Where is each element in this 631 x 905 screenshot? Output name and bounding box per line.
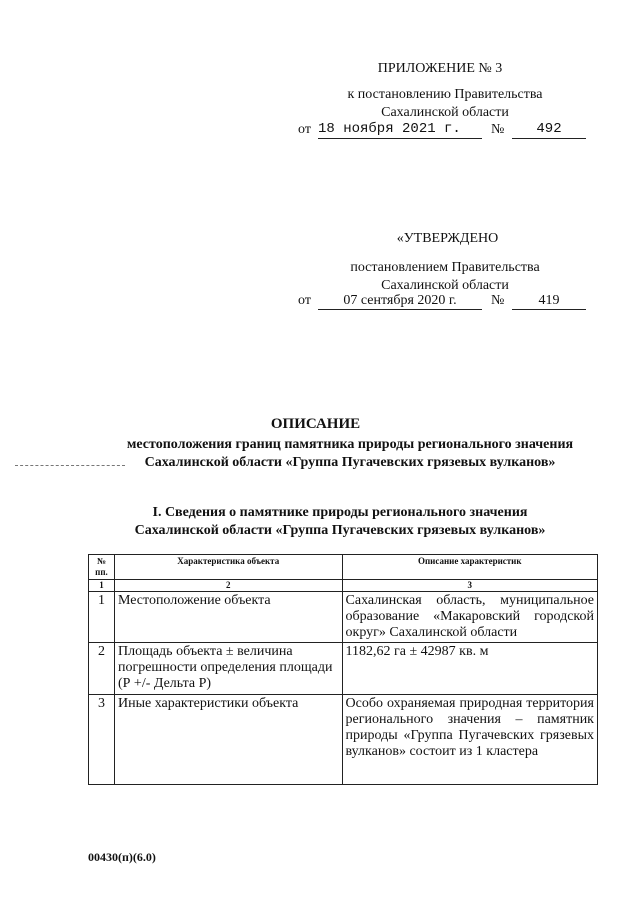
appendix-date-prefix: от <box>298 122 311 137</box>
description-title: ОПИСАНИЕ <box>270 416 361 432</box>
description-line-1: местоположения границ памятника природы регионального значения <box>126 437 574 452</box>
appendix-region-line: Сахалинской области <box>381 105 509 120</box>
row-characteristic: Местоположение объекта <box>114 592 342 643</box>
row-characteristic: Площадь объекта ± величина погрешности определения площади (Р +/- Дельта Р) <box>114 643 342 695</box>
approved-number-prefix: № <box>491 293 505 308</box>
section-heading-line-2: Сахалинской области «Группа Пугачевских грязевых вулканов» <box>134 523 546 538</box>
row-description: 1182,62 га ± 42987 кв. м <box>342 643 597 695</box>
table-row <box>89 695 598 785</box>
table-index-row <box>89 580 598 592</box>
appendix-date-number-line <box>298 121 588 139</box>
row-description: Сахалинская область, муниципальное образование «Макаровский городской округ» Сахалинской области <box>342 592 597 643</box>
table-row <box>89 643 598 695</box>
index-cell: 1 <box>89 580 115 592</box>
approved-date-number-line <box>298 292 588 310</box>
row-description: Особо охраняемая природная территория регионального значения – памятник природы «Группа Пугачевских грязевых вулканов» состоит из 1 кластера <box>342 695 597 785</box>
appendix-title: ПРИЛОЖЕНИЕ № 3 <box>377 61 503 76</box>
footer-document-code: 00430(п)(6.0) <box>88 850 156 864</box>
header-description: Описание характеристик <box>342 555 597 580</box>
index-cell: 2 <box>114 580 342 592</box>
approved-number: 419 <box>512 292 586 310</box>
characteristics-table <box>88 554 598 785</box>
index-cell: 3 <box>342 580 597 592</box>
row-number: 1 <box>89 592 115 643</box>
header-number: № пп. <box>89 555 115 580</box>
section-heading-line-1: I. Сведения о памятнике природы регионального значения <box>152 505 528 520</box>
table-header-row <box>89 555 598 580</box>
appendix-number: 492 <box>512 121 586 139</box>
appendix-date: 18 ноября 2021 г. <box>318 121 482 139</box>
row-number: 3 <box>89 695 115 785</box>
appendix-number-prefix: № <box>491 122 505 137</box>
approved-title: «УТВЕРЖДЕНО <box>396 231 499 246</box>
approved-date-prefix: от <box>298 293 311 308</box>
approved-by-line: постановлением Правительства <box>350 260 540 275</box>
table-row <box>89 592 598 643</box>
approved-date: 07 сентября 2020 г. <box>318 292 482 310</box>
approved-region-line: Сахалинской области <box>381 278 509 293</box>
scan-artifact-line <box>15 465 125 466</box>
description-line-2: Сахалинской области «Группа Пугачевских грязевых вулканов» <box>144 455 556 470</box>
row-number: 2 <box>89 643 115 695</box>
header-characteristic: Характеристика объекта <box>114 555 342 580</box>
row-characteristic: Иные характеристики объекта <box>114 695 342 785</box>
appendix-to-line: к постановлению Правительства <box>347 87 543 102</box>
